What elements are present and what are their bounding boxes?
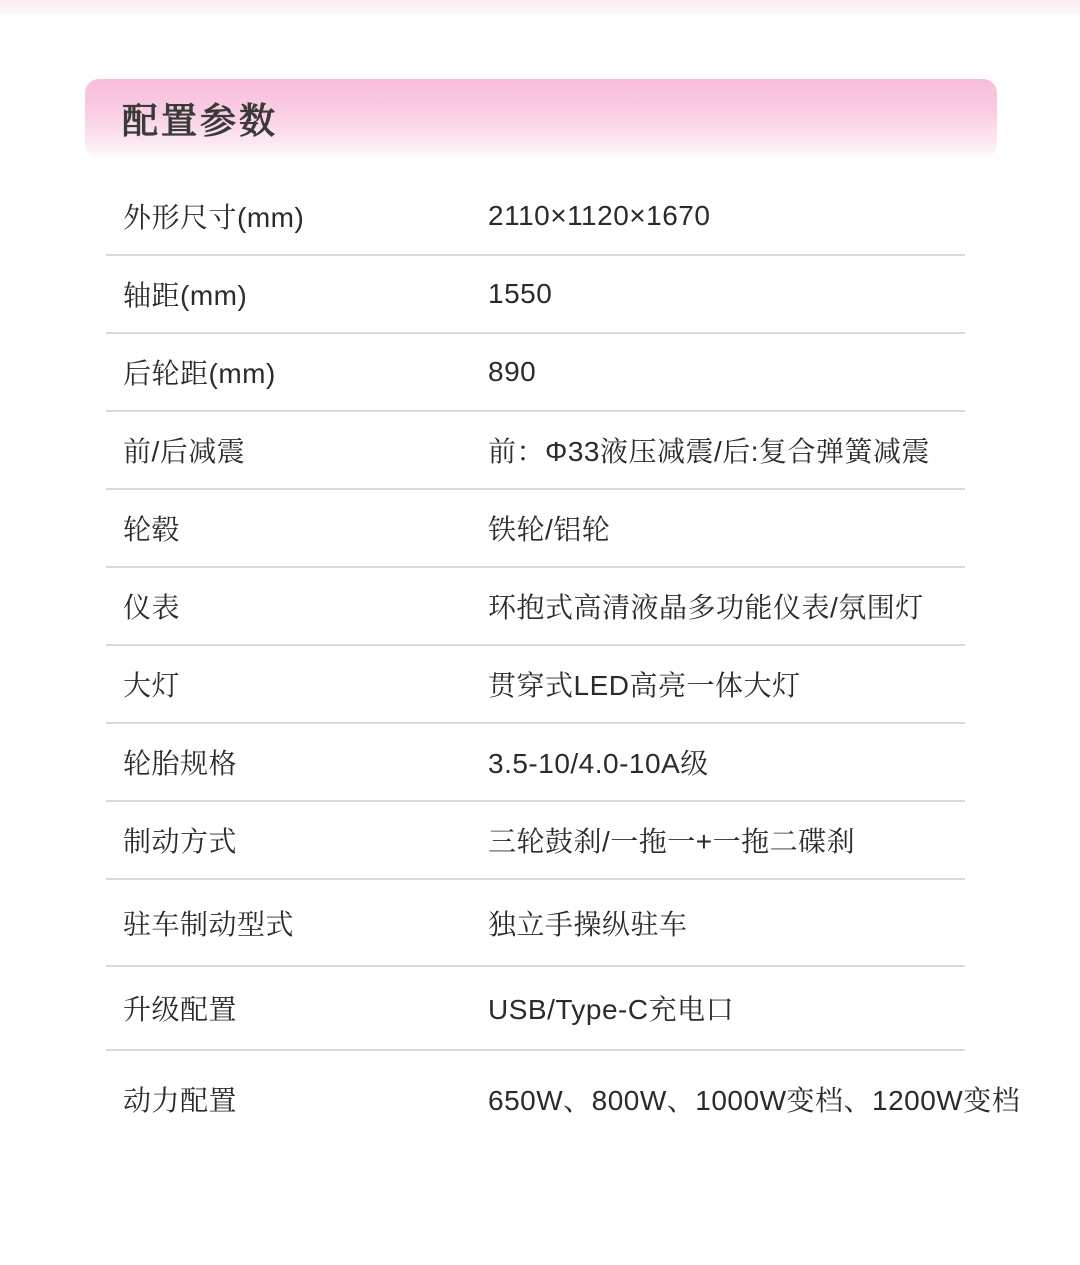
spec-table — [106, 178, 1021, 1146]
spec-label: 外形尺寸(mm) — [123, 202, 305, 233]
spec-value: 2110×1120×1670 — [488, 200, 711, 231]
table-row — [106, 967, 965, 1051]
spec-label: 轮胎规格 — [123, 748, 238, 779]
spec-value: 铁轮/铝轮 — [488, 514, 611, 545]
spec-label: 后轮距(mm) — [123, 358, 276, 389]
table-row — [106, 880, 965, 967]
spec-value: 前：Φ33液压减震/后:复合弹簧减震 — [488, 436, 931, 467]
table-row — [106, 178, 965, 256]
spec-label: 前/后减震 — [123, 436, 246, 467]
previous-section-edge — [0, 0, 1080, 14]
spec-value: USB/Type-C充电口 — [488, 994, 735, 1025]
spec-label: 仪表 — [123, 592, 181, 623]
spec-label: 轮毂 — [123, 514, 181, 545]
spec-value: 890 — [488, 356, 537, 387]
spec-value: 三轮鼓刹/一拖一+一拖二碟刹 — [488, 826, 856, 857]
table-row — [106, 334, 965, 412]
spec-value: 650W、800W、1000W变档、1200W变档 — [488, 1084, 1021, 1116]
table-row — [106, 256, 965, 334]
table-row — [106, 646, 965, 724]
spec-value: 环抱式高清液晶多功能仪表/氛围灯 — [488, 592, 924, 623]
section-header-card — [85, 79, 997, 158]
spec-value: 贯穿式LED高亮一体大灯 — [488, 670, 801, 701]
page-title: 配置参数 — [122, 100, 279, 141]
table-row — [106, 802, 965, 880]
spec-label: 升级配置 — [123, 994, 238, 1025]
table-row — [106, 490, 965, 568]
spec-label: 动力配置 — [123, 1084, 238, 1116]
spec-label: 驻车制动型式 — [123, 908, 295, 940]
table-row — [106, 412, 965, 490]
table-row — [106, 568, 965, 646]
spec-label: 轴距(mm) — [123, 280, 248, 311]
table-row — [106, 724, 965, 802]
spec-value: 3.5-10/4.0-10A级 — [488, 748, 709, 779]
table-row — [106, 1051, 1021, 1146]
spec-label: 制动方式 — [123, 826, 238, 857]
spec-label: 大灯 — [123, 670, 181, 701]
spec-value: 独立手操纵驻车 — [488, 908, 688, 940]
spec-value: 1550 — [488, 278, 553, 309]
